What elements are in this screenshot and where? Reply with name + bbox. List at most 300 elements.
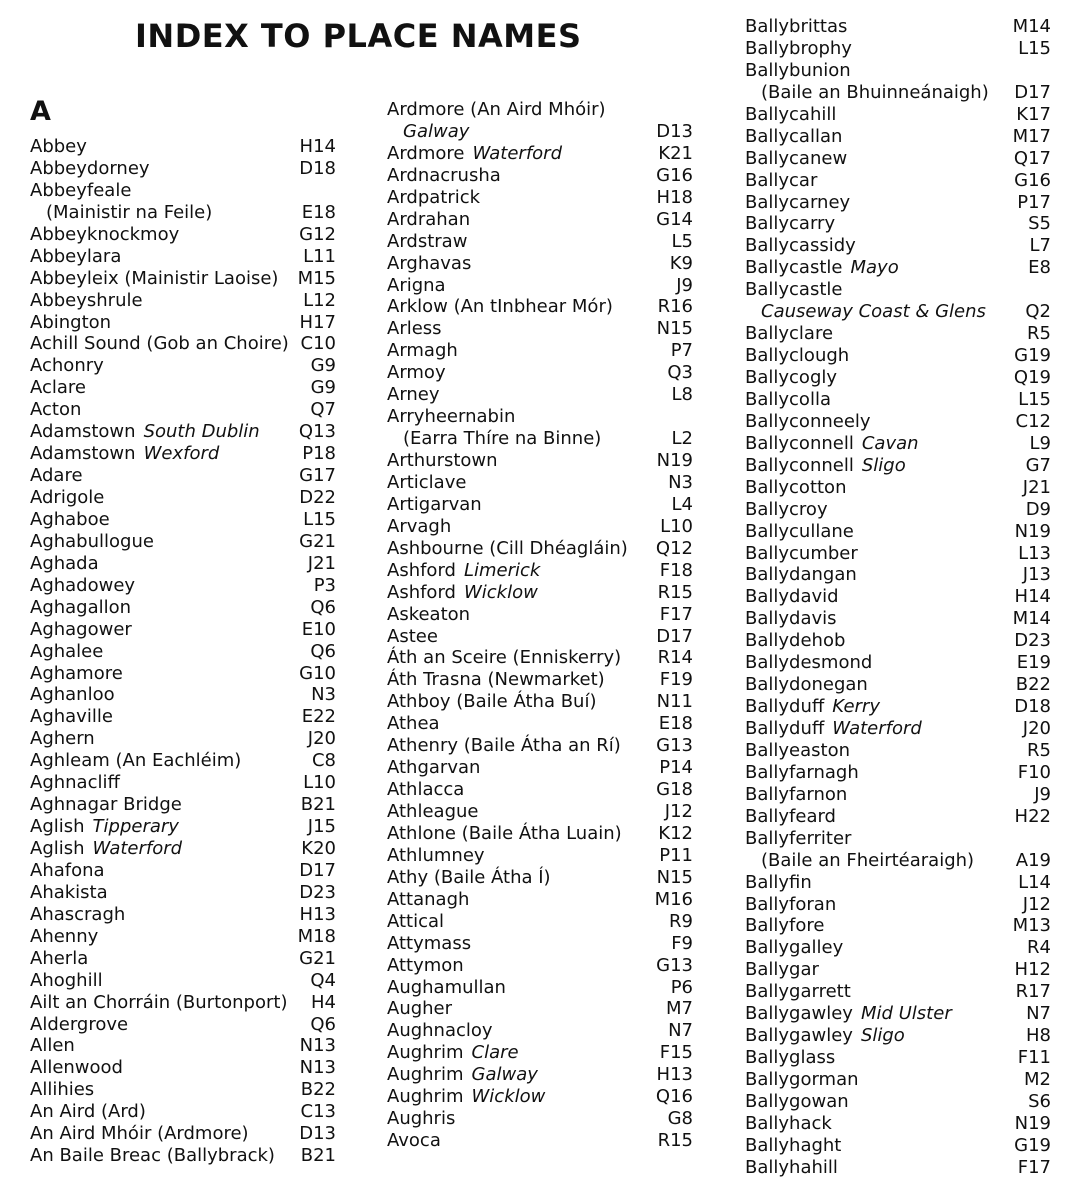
grid-reference: J12 [1022,893,1051,915]
grid-reference: L5 [671,230,693,252]
place-name-text: Ballyhaght [745,1134,842,1156]
grid-reference: P18 [302,443,336,465]
index-entry [30,465,336,487]
place-name [745,433,919,455]
place-name [745,959,819,981]
place-name [745,257,899,279]
grid-reference: M18 [297,925,336,947]
grid-reference: L10 [660,515,693,537]
index-entry [387,823,693,845]
place-region: Wexford [143,443,220,465]
grid-reference: G9 [310,355,336,377]
place-name [30,1014,128,1036]
grid-reference: L13 [1018,542,1051,564]
index-entry [30,1035,336,1057]
index-entry [745,740,1051,762]
place-name [745,740,850,762]
place-region: Waterford [92,838,183,859]
index-entry [387,384,693,406]
place-name-text: Askeaton [387,603,471,625]
place-name [387,253,471,275]
place-name [30,268,278,290]
grid-reference: Q19 [1013,367,1051,388]
place-name-text: Ballyfore [745,915,825,937]
grid-reference: D22 [299,487,336,508]
index-entry [745,477,1051,499]
index-entry [30,421,336,443]
grid-reference: J21 [307,552,336,574]
place-name-text: Ballyfin [745,871,812,893]
index-entry [30,706,336,728]
grid-reference: Q16 [655,1086,693,1108]
index-entry [387,253,693,275]
place-name [30,838,182,860]
index-entry [30,838,336,860]
place-name-text: Aughris [387,1108,456,1130]
place-name [387,582,538,604]
place-name [30,904,125,926]
place-name-text: Achill Sound (Gob an Choire) [30,333,289,355]
place-name-text: Ballygowan [745,1090,849,1112]
place-name-text: Ardmore [387,142,465,164]
place-name [745,279,842,301]
grid-reference: J9 [676,274,693,296]
place-name [745,1047,835,1069]
grid-reference: L2 [671,428,693,450]
index-entry [745,521,1051,543]
grid-reference: Q6 [310,596,336,618]
place-name-text: Ardnacrusha [387,164,501,186]
place-name [745,696,880,718]
place-region: Waterford [832,718,922,739]
grid-reference: Q2 [1025,301,1051,323]
grid-reference: R16 [657,296,693,318]
place-name [30,970,103,992]
index-entry [387,472,693,494]
grid-reference: L7 [1029,235,1051,257]
place-name-text: Ballycroy [745,498,828,520]
place-name-continuation: (Baile an Bhuinneánaigh) [761,81,989,103]
index-entry [745,60,1051,82]
place-name-text: Adamstown [30,443,136,465]
place-name-text: Aughnacloy [387,1020,493,1042]
index-entry [745,894,1051,916]
grid-reference: M7 [666,998,693,1020]
grid-reference: F15 [659,1042,693,1064]
index-entry [387,121,693,143]
place-name-text: Avoca [387,1130,441,1152]
index-entry [30,926,336,948]
place-name [387,406,515,428]
grid-reference: R5 [1027,323,1051,345]
place-name [387,362,446,384]
grid-reference: N19 [656,450,693,471]
index-entry [387,362,693,384]
place-name-text: Ballyfeard [745,805,836,827]
place-name [745,915,824,937]
grid-reference: M14 [1012,16,1051,37]
place-name [745,718,922,740]
place-name-text: Aughrim [387,1042,464,1064]
grid-reference: G12 [299,223,336,245]
place-name-text: Ashford [387,581,456,603]
place-region: Wicklow [471,1086,546,1108]
place-name-text: Abbeydorney [30,157,150,179]
place-name [387,1064,538,1086]
place-name [387,977,506,999]
place-name-continuation: Galway [403,120,470,142]
index-entry [745,630,1051,652]
place-name [30,136,87,158]
grid-reference: G7 [1025,454,1051,476]
place-name-text: Achonry [30,355,104,377]
place-name-text: Ballydesmond [745,652,873,674]
place-name-text: Arklow (An tInbhear Mór) [387,296,613,318]
grid-reference: G16 [656,164,693,186]
grid-reference: R15 [657,1130,693,1152]
grid-reference: J20 [307,728,336,750]
grid-reference: H8 [1026,1025,1051,1047]
place-name [387,867,551,889]
grid-reference: C13 [300,1101,336,1123]
index-entry [387,691,693,713]
place-name [387,296,613,318]
index-entry [30,202,336,224]
grid-reference: D18 [299,157,336,179]
grid-reference: N3 [311,684,336,706]
place-name-text: Ardmore (An Aird Mhóir) [387,99,606,120]
place-name [745,1135,841,1157]
place-name-text: Arryheernabin [387,406,516,428]
place-region: Wicklow [463,581,538,603]
place-name [30,575,135,597]
place-name-text: Ballygawley [745,1025,853,1047]
place-name [387,955,464,977]
place-name [745,38,852,60]
grid-reference: L12 [303,289,336,311]
place-name-text: Ballyclare [745,323,834,345]
place-name-text: Articlave [387,471,467,493]
place-name-text: Attymon [387,954,464,976]
place-name [30,706,113,728]
index-entry [745,301,1051,323]
grid-reference: F9 [671,932,693,954]
place-name [745,652,872,674]
index-entry [745,148,1051,170]
place-name-text: Artigarvan [387,493,482,515]
place-name [387,933,471,955]
place-name [387,604,470,626]
grid-reference: C8 [311,750,336,772]
grid-reference: H18 [656,186,693,208]
place-name-text: An Baile Breac (Ballybrack) [30,1145,275,1167]
index-entry [30,180,336,202]
index-entry [745,718,1051,740]
grid-reference: K9 [669,252,693,274]
place-name-text: Ballygawley [745,1003,853,1025]
grid-reference: G19 [1014,1134,1051,1156]
index-entry [745,543,1051,565]
place-name [30,509,110,531]
place-name [387,713,440,735]
grid-reference: N11 [656,691,693,713]
index-column-1 [30,136,336,1167]
grid-reference: F17 [1017,1156,1051,1178]
place-name-text: Ahascragh [30,903,126,925]
place-name [30,948,88,970]
place-name-text: Ballycolla [745,388,831,410]
grid-reference: G21 [299,530,336,552]
place-name [745,1113,832,1135]
index-entry [30,531,336,553]
place-name-text: Armagh [387,340,458,362]
place-name-text: Aughrim [387,1086,464,1108]
place-name [387,845,485,867]
place-name [387,209,470,231]
place-name [745,126,842,148]
place-name-text: Attanagh [387,888,470,910]
place-region: Sligo [860,1025,905,1047]
grid-reference: L14 [1018,871,1051,893]
place-name-text: Ahoghill [30,969,103,991]
place-name-text: Abbeyleix (Mainistir Laoise) [30,267,279,289]
index-entry [30,597,336,619]
grid-reference: H22 [1014,805,1051,827]
index-entry [30,290,336,312]
index-entry [387,911,693,933]
place-name [745,1091,849,1113]
place-name [387,1130,441,1152]
place-name [745,235,856,257]
index-entry [30,772,336,794]
grid-reference: J13 [1022,564,1051,586]
index-entry [745,937,1051,959]
place-name [745,981,851,1003]
place-name [30,926,98,948]
place-name [387,516,451,538]
grid-reference: R9 [669,910,693,932]
index-entry [745,564,1051,586]
grid-reference: M2 [1024,1069,1051,1090]
index-entry [30,684,336,706]
index-entry [30,136,336,158]
grid-reference: E18 [658,713,693,735]
grid-reference: B22 [1015,674,1051,696]
place-region: Clare [471,1042,519,1064]
place-name-text: Ballycarney [745,191,851,213]
place-name [387,494,482,516]
grid-reference: L11 [303,245,336,267]
place-name-text: Athea [387,713,440,735]
place-name [745,104,836,126]
index-entry [30,1145,336,1167]
place-name [745,674,868,696]
place-name-text: Ballycassidy [745,235,856,257]
place-name-text: Áth an Sceire (Enniskerry) [387,647,622,669]
index-entry [387,647,693,669]
place-name-text: Ballydangan [745,564,857,586]
grid-reference: K21 [658,142,693,164]
grid-reference: B21 [300,1145,336,1167]
place-name-text: Ballyhahill [745,1156,838,1178]
place-name [387,691,596,713]
grid-reference: H14 [1014,586,1051,608]
grid-reference: P17 [1017,191,1051,213]
index-entry [745,213,1051,235]
place-name-text: Athenry (Baile Átha an Rí) [387,735,621,757]
place-name [387,340,458,362]
index-entry [745,16,1051,38]
place-region: Galway [471,1064,538,1086]
place-name-text: Aghaville [30,706,113,728]
place-name-text: Ballycanew [745,147,848,169]
place-name [745,1025,905,1047]
place-name-text: Ballygorman [745,1069,859,1090]
place-name-text: Ballygarrett [745,981,851,1003]
index-entry [30,882,336,904]
place-name-text: Abbeyfeale [30,179,132,201]
index-entry [745,104,1051,126]
place-name [745,586,839,608]
index-entry [387,955,693,977]
index-entry [387,1064,693,1086]
place-name [745,784,847,806]
place-name-text: Ahenny [30,925,99,947]
place-region: South Dublin [143,421,260,443]
grid-reference: D9 [1025,498,1051,520]
index-entry [745,696,1051,718]
grid-reference: N15 [656,318,693,340]
grid-reference: L9 [1029,432,1051,454]
place-region: Cavan [861,432,919,454]
grid-reference: L15 [303,508,336,530]
grid-reference: M14 [1012,608,1051,630]
grid-reference: Q12 [655,537,693,559]
place-name [745,1069,859,1091]
place-region: Tipperary [92,816,179,838]
place-name [745,762,859,784]
index-entry [387,604,693,626]
place-name [745,1003,952,1025]
place-name-text: Ahakista [30,881,108,903]
grid-reference: H13 [656,1064,693,1086]
grid-reference: D23 [299,881,336,903]
place-name-text: Ballycar [745,169,818,191]
grid-reference: L4 [671,493,693,515]
grid-reference: P6 [670,976,693,998]
place-name [30,1101,146,1123]
index-entry [387,209,693,231]
place-name [745,389,831,411]
index-entry [30,904,336,926]
place-name [745,894,836,916]
index-entry [387,1020,693,1042]
section-letter: A [30,96,51,127]
place-name-continuation: Causeway Coast & Glens [761,301,986,323]
grid-reference: Q4 [310,969,336,991]
index-entry [387,231,693,253]
place-name [745,499,828,521]
place-name [30,158,150,180]
place-region: Mayo [850,257,899,279]
index-entry [387,669,693,691]
grid-reference: D17 [299,859,336,881]
place-name [387,450,498,472]
place-name [387,889,469,911]
place-name-text: Adare [30,465,83,487]
grid-reference: F17 [659,603,693,625]
place-name-text: Allihies [30,1079,95,1101]
place-name [30,399,81,421]
place-name-continuation: (Earra Thíre na Binne) [403,428,602,450]
place-name [30,290,143,312]
index-entry [387,406,693,428]
index-entry [745,828,1051,850]
grid-reference: Q3 [667,362,693,384]
grid-reference: M13 [1012,915,1051,937]
place-name-text: Aghanloo [30,684,115,706]
index-entry [387,450,693,472]
place-name-text: Ballycastle [745,257,843,279]
index-entry [745,367,1051,389]
place-name-text: Arthurstown [387,450,498,471]
index-entry [745,170,1051,192]
place-name-text: Ballyclough [745,345,850,367]
grid-reference: E19 [1016,652,1051,674]
place-name [30,1057,123,1079]
place-name-text: Aghnagar Bridge [30,794,182,816]
place-name [387,998,452,1020]
place-name [30,531,154,553]
index-entry [30,224,336,246]
index-entry [30,1057,336,1079]
grid-reference: J15 [307,816,336,838]
place-name-text: Aghaboe [30,508,110,530]
place-name-text: Aglish [30,816,85,838]
index-entry [30,1014,336,1036]
place-name [30,553,99,575]
place-name [745,60,851,82]
grid-reference: M17 [1012,125,1051,147]
index-entry [387,187,693,209]
grid-reference: M15 [297,267,336,289]
place-name-text: Arvagh [387,515,452,537]
place-name-text: Athlacca [387,779,465,801]
place-name-text: Allenwood [30,1057,123,1079]
grid-reference: E18 [301,201,336,223]
grid-reference: S5 [1028,213,1051,235]
index-entry [745,345,1051,367]
place-name-text: Athlone (Baile Átha Luain) [387,822,622,844]
index-entry [30,333,336,355]
index-entry [387,1042,693,1064]
place-name-text: Athy (Baile Átha Í) [387,866,551,888]
place-name [387,187,480,209]
index-entry [745,1135,1051,1157]
grid-reference: G17 [299,465,336,487]
grid-reference: C12 [1015,410,1051,432]
grid-reference: J21 [1022,476,1051,498]
index-entry [30,268,336,290]
place-name-text: Aghern [30,728,95,750]
index-entry [745,674,1051,696]
place-name-continuation: (Mainistir na Feile) [46,201,213,223]
grid-reference: N13 [299,1057,336,1079]
index-entry [745,959,1051,981]
grid-reference: N19 [1014,1112,1051,1134]
index-entry [745,608,1051,630]
place-name [387,143,562,165]
